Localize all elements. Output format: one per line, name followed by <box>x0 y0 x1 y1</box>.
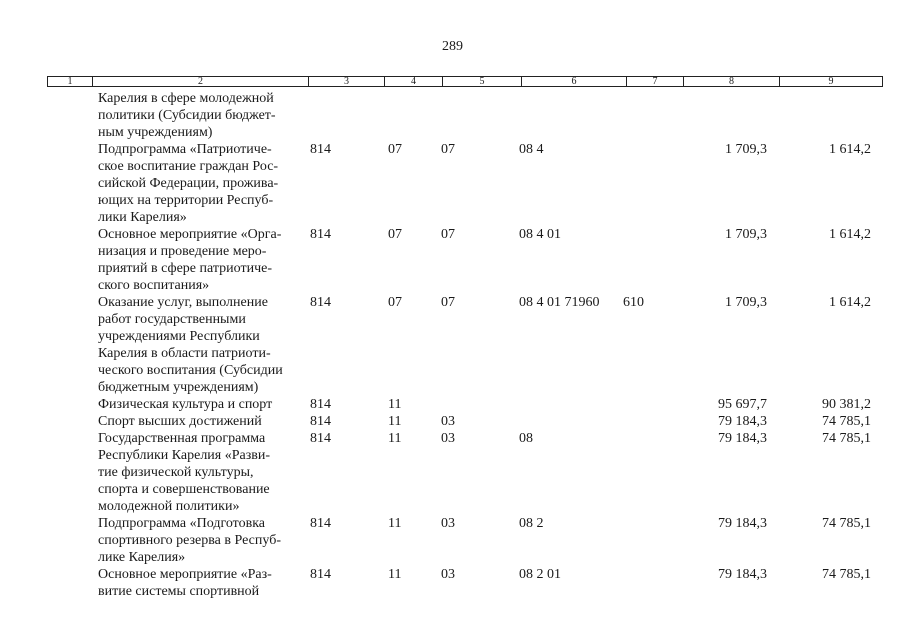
row-sum-col8: 79 184,3 <box>718 414 767 429</box>
table-row <box>0 413 905 430</box>
row-name: Подпрограмма «Подготовка спортивного резерва в Респуб- лике Карелия» <box>98 516 281 565</box>
row-csr: 08 2 01 <box>519 567 561 582</box>
row-csr: 08 4 <box>519 142 544 157</box>
row-vr <box>623 566 676 600</box>
table-row <box>0 566 905 600</box>
row-rz <box>388 90 441 141</box>
table-body <box>0 90 905 600</box>
row-pr: 07 <box>441 227 455 242</box>
row-ved: 814 <box>310 397 331 412</box>
row-rz: 07 <box>388 227 402 242</box>
row-ved: 814 <box>310 227 331 242</box>
row-rz: 07 <box>388 295 402 310</box>
row-name: Основное мероприятие «Раз- витие системы спортивной <box>98 567 272 599</box>
row-sum-col8: 1 709,3 <box>725 295 767 310</box>
row-pr: 03 <box>441 567 455 582</box>
row-csr <box>519 90 623 141</box>
row-rz: 11 <box>388 397 402 412</box>
row-sum-col8: 79 184,3 <box>718 431 767 446</box>
row-ved: 814 <box>310 414 331 429</box>
row-rz: 11 <box>388 414 402 429</box>
row-pr: 03 <box>441 516 455 531</box>
row-name: Основное мероприятие «Орга- низация и проведение меро- приятий в сфере патриотиче- ского воспитания» <box>98 227 282 293</box>
row-csr <box>519 413 623 430</box>
row-sum-col9: 1 614,2 <box>829 295 871 310</box>
row-sum-col9: 90 381,2 <box>822 397 871 412</box>
row-ved <box>310 90 388 141</box>
row-sum-col9: 1 614,2 <box>829 227 871 242</box>
row-name: Физическая культура и спорт <box>98 397 273 412</box>
row-rz: 07 <box>388 142 402 157</box>
row-csr: 08 4 01 71960 <box>519 295 600 310</box>
row-name: Государственная программа Республики Карелия «Разви- тие физической культуры, спорта и совершенствование молодежной политики» <box>98 431 271 514</box>
row-csr: 08 <box>519 431 533 446</box>
table-row <box>0 396 905 413</box>
row-vr: 610 <box>623 295 644 310</box>
row-vr <box>623 141 676 226</box>
row-name: Карелия в сфере молодежной политики (Субсидии бюджет- ным учреждениям) <box>98 91 276 140</box>
row-csr: 08 2 <box>519 516 544 531</box>
table-row <box>0 515 905 566</box>
row-sum-col9: 1 614,2 <box>829 142 871 157</box>
row-pr: 07 <box>441 295 455 310</box>
row-ved: 814 <box>310 142 331 157</box>
row-sum-col9: 74 785,1 <box>822 414 871 429</box>
row-name: Оказание услуг, выполнение работ государственными учреждениями Республики Карелия в области патриоти- ческого воспитания (Субсидии бюджетным учреждениям) <box>98 295 283 395</box>
row-vr <box>623 226 676 294</box>
row-pr: 03 <box>441 414 455 429</box>
row-csr: 08 4 01 <box>519 227 561 242</box>
row-sum-col8 <box>676 90 767 141</box>
header-col-8: 8 <box>683 77 779 86</box>
row-vr <box>623 396 676 413</box>
row-sum-col9: 74 785,1 <box>822 431 871 446</box>
row-sum-col8: 95 697,7 <box>718 397 767 412</box>
row-pr: 03 <box>441 431 455 446</box>
table-row <box>0 90 905 141</box>
row-ved: 814 <box>310 516 331 531</box>
header-col-2: 2 <box>92 77 308 86</box>
header-col-3: 3 <box>308 77 384 86</box>
table-header <box>47 76 883 87</box>
row-vr <box>623 413 676 430</box>
header-col-9: 9 <box>779 77 882 86</box>
row-ved: 814 <box>310 567 331 582</box>
row-rz: 11 <box>388 431 402 446</box>
header-col-1: 1 <box>67 76 73 87</box>
row-csr <box>519 396 623 413</box>
row-rz: 11 <box>388 516 402 531</box>
header-col-7: 7 <box>626 77 683 86</box>
table-row <box>0 141 905 226</box>
row-sum-col9: 74 785,1 <box>822 516 871 531</box>
row-vr <box>623 515 676 566</box>
table-row <box>0 430 905 515</box>
header-col-6: 6 <box>521 77 626 86</box>
row-name: Спорт высших достижений <box>98 414 262 429</box>
header-col-4: 4 <box>384 77 442 86</box>
row-sum-col9: 74 785,1 <box>822 567 871 582</box>
row-pr: 07 <box>441 142 455 157</box>
row-sum-col8: 79 184,3 <box>718 516 767 531</box>
row-sum-col8: 79 184,3 <box>718 567 767 582</box>
row-pr <box>441 396 519 413</box>
row-sum-col9 <box>767 90 871 141</box>
row-sum-col8: 1 709,3 <box>725 227 767 242</box>
row-vr <box>623 430 676 515</box>
row-name: Подпрограмма «Патриотиче- ское воспитание граждан Рос- сийской Федерации, прожива- ющих на территории Респуб- лики Карелия» <box>98 142 279 225</box>
row-rz: 11 <box>388 567 402 582</box>
table-row <box>0 226 905 294</box>
row-ved: 814 <box>310 295 331 310</box>
row-vr <box>623 90 676 141</box>
row-sum-col8: 1 709,3 <box>725 142 767 157</box>
table-row <box>0 294 905 396</box>
row-ved: 814 <box>310 431 331 446</box>
page-number: 289 <box>442 39 463 54</box>
row-pr <box>441 90 519 141</box>
header-col-5: 5 <box>442 77 521 86</box>
